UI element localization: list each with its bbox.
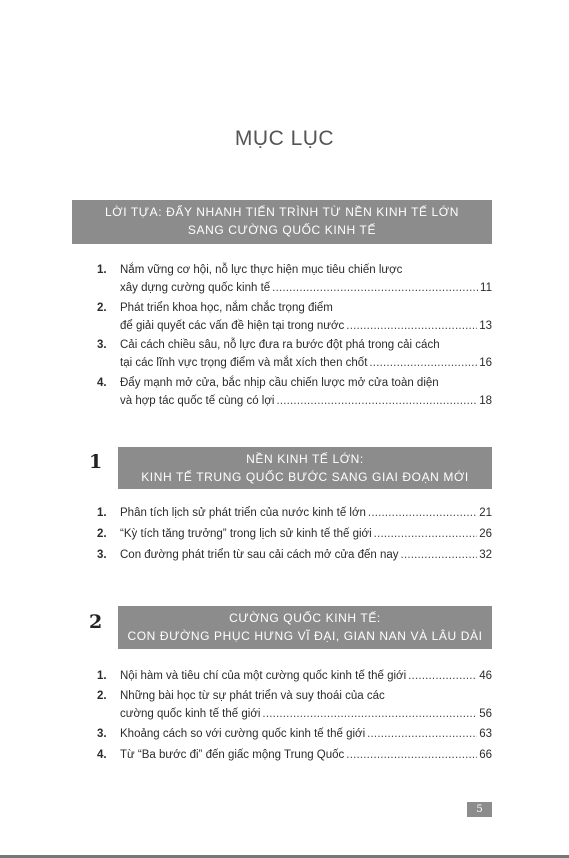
entry-title-last-line: và hợp tác quốc tế cùng có lợi <box>120 395 275 407</box>
entry-page-number: 13 <box>479 320 492 332</box>
preface-banner <box>72 200 492 244</box>
entry-page-number: 11 <box>480 282 492 294</box>
entry-title-last-line: Con đường phát triển từ sau cải cách mở cửa đến nay <box>120 549 399 561</box>
toc-entry[interactable] <box>97 261 492 297</box>
entry-page-number: 16 <box>479 357 492 369</box>
entry-page-number: 56 <box>479 708 492 720</box>
toc-entry[interactable] <box>97 687 492 723</box>
entry-page-number: 32 <box>479 549 492 561</box>
dot-leader <box>346 317 477 335</box>
entry-page-number: 21 <box>479 507 492 519</box>
entry-number: 1. <box>97 264 107 276</box>
entry-number: 4. <box>97 749 107 761</box>
entry-title-last-line: để giải quyết các vấn đề hiện tại trong nước <box>120 320 345 332</box>
entry-page-number: 46 <box>479 670 492 682</box>
entry-title-last-line: Từ “Ba bước đi” đến giấc mộng Trung Quốc <box>120 749 345 761</box>
entry-title-last-line: cường quốc kinh tế thế giới <box>120 708 261 720</box>
entry-page-number: 66 <box>479 749 492 761</box>
toc-entry[interactable] <box>97 725 492 743</box>
toc-entry[interactable] <box>97 504 492 522</box>
dot-leader <box>346 746 477 764</box>
entry-title-last-line: Nội hàm và tiêu chí của một cường quốc kinh tế thế giới <box>120 670 407 682</box>
entry-page-number: 63 <box>479 728 492 740</box>
entry-number: 3. <box>97 339 107 351</box>
chapter-2-title-line-2: CON ĐƯỜNG PHỤC HƯNG VĨ ĐẠI, GIAN NAN VÀ LÂU DÀI <box>127 629 483 643</box>
chapter-2-title-line-1: CƯỜNG QUỐC KINH TẾ: <box>229 611 381 625</box>
chapter-number: 1 <box>89 451 103 473</box>
entry-title-last-line: Khoảng cách so với cường quốc kinh tế thế giới <box>120 728 366 740</box>
dot-leader <box>408 667 477 685</box>
chapter-2-banner <box>118 606 492 649</box>
toc-entry[interactable] <box>97 299 492 335</box>
entry-title-line: Nắm vững cơ hội, nỗ lực thực hiện mục tiêu chiến lược <box>120 264 403 276</box>
entry-number: 3. <box>97 728 107 740</box>
page-title: MỤC LỤC <box>234 127 335 150</box>
toc-entry[interactable] <box>97 546 492 564</box>
preface-title-line-1: LỜI TỰA: ĐẨY NHANH TIẾN TRÌNH TỪ NỀN KINH TẾ LỚN <box>105 205 459 219</box>
toc-entry[interactable] <box>97 746 492 764</box>
toc-entry[interactable] <box>97 525 492 543</box>
entry-title-line: Phát triển khoa học, nắm chắc trọng điểm <box>120 302 333 314</box>
entry-title-last-line: “Kỳ tích tăng trưởng” trong lịch sử kinh tế thế giới <box>120 528 372 540</box>
entry-title-last-line: tại các lĩnh vực trọng điểm và mắt xích then chốt <box>120 357 368 369</box>
entry-number: 4. <box>97 377 107 389</box>
entry-number: 1. <box>97 670 107 682</box>
dot-leader <box>369 354 477 372</box>
chapter-1-banner <box>118 447 492 489</box>
toc-entry[interactable] <box>97 667 492 685</box>
dot-leader <box>262 705 477 723</box>
entry-number: 1. <box>97 507 107 519</box>
entry-title-line: Những bài học từ sự phát triển và suy thoái của các <box>120 690 385 702</box>
entry-title-line: Đẩy mạnh mở cửa, bắc nhịp cầu chiến lược mở cửa toàn diện <box>120 377 439 389</box>
dot-leader <box>367 725 477 743</box>
preface-title-line-2: SANG CƯỜNG QUỐC KINH TẾ <box>187 223 377 237</box>
toc-entry[interactable] <box>97 374 492 410</box>
entry-number: 3. <box>97 549 107 561</box>
dot-leader <box>276 392 477 410</box>
page-number-badge: 5 <box>467 802 492 817</box>
entry-title-last-line: xây dựng cường quốc kinh tế <box>120 282 271 294</box>
dot-leader <box>401 546 478 564</box>
entry-number: 2. <box>97 528 107 540</box>
entry-page-number: 18 <box>479 395 492 407</box>
chapter-1-title-line-2: KINH TẾ TRUNG QUỐC BƯỚC SANG GIAI ĐOẠN MỚI <box>141 470 469 484</box>
dot-leader <box>374 525 478 543</box>
chapter-1-title-line-1: NỀN KINH TẾ LỚN: <box>246 452 364 466</box>
dot-leader <box>272 279 478 297</box>
entry-title-line: Cải cách chiều sâu, nỗ lực đưa ra bước đột phá trong cải cách <box>120 339 440 351</box>
chapter-number: 2 <box>89 611 103 633</box>
dot-leader <box>368 504 477 522</box>
toc-entry[interactable] <box>97 336 492 372</box>
entry-number: 2. <box>97 302 107 314</box>
entry-title-last-line: Phân tích lịch sử phát triển của nước kinh tế lớn <box>120 507 366 519</box>
entry-number: 2. <box>97 690 107 702</box>
entry-page-number: 26 <box>479 528 492 540</box>
